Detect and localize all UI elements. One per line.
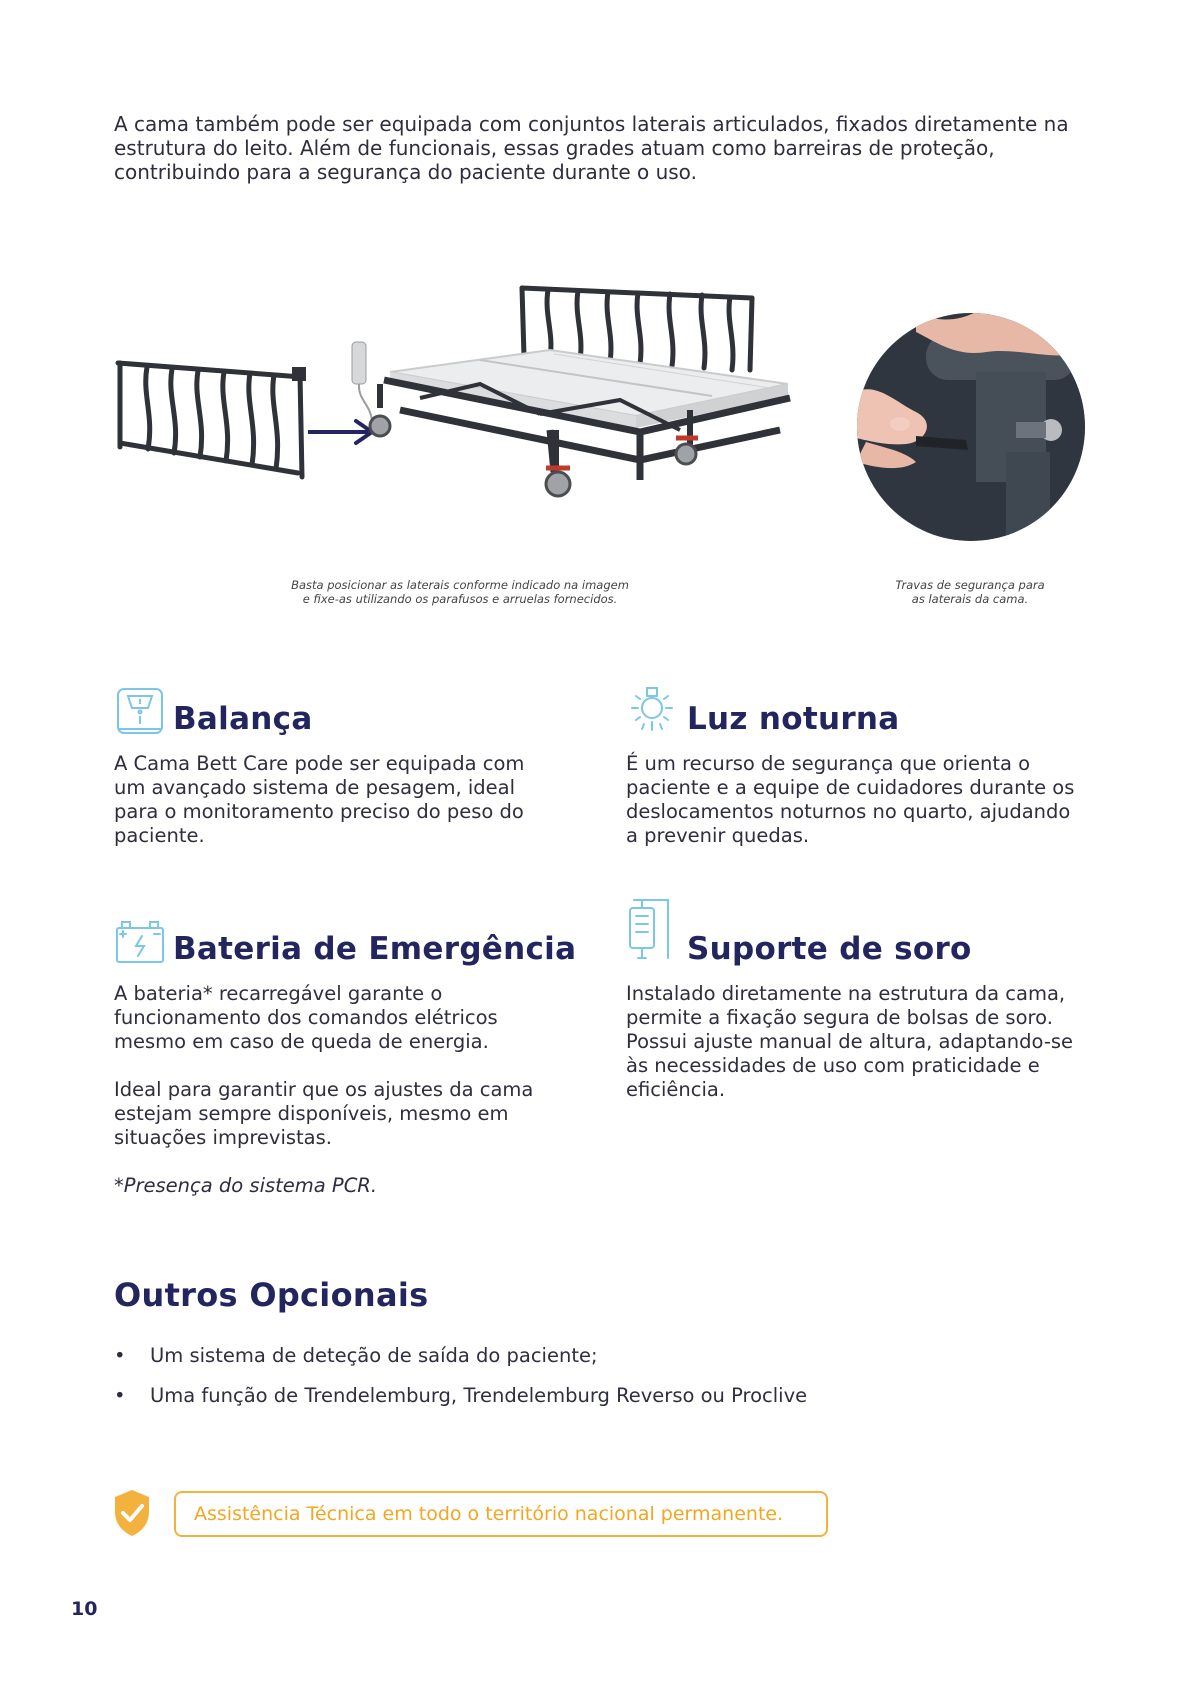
luz-title: Luz noturna xyxy=(687,701,900,737)
luz-text: É um recurso de segurança que orienta o paciente e a equipe de cuidadores durante os deslocamentos noturnos no quarto, ajudando a prevenir quedas. xyxy=(626,752,1075,847)
list-item-text: Uma função de Trendelemburg, Trendelemburg Reverso ou Proclive xyxy=(150,1384,808,1407)
assistance-box: Assistência Técnica em todo o território nacional permanente. xyxy=(174,1491,828,1537)
intro-paragraph: A cama também pode ser equipada com conjuntos laterais articulados, fixados diretamente na estrutura do leito. Além de funcionais, essas grades atuam como barreiras de proteção, contribuindo para a segurança do paciente durante o uso. xyxy=(114,112,1069,184)
scale-icon xyxy=(114,686,166,738)
caption-line: Travas de segurança para xyxy=(895,578,1045,592)
shield-check-icon xyxy=(112,1488,152,1538)
iv-stand-icon xyxy=(626,896,678,966)
balanca-title: Balança xyxy=(173,701,313,737)
hospital-bed-image xyxy=(340,280,810,545)
soro-text: Instalado diretamente na estrutura da cama, permite a fixação segura de bolsas de soro. Possui ajuste manual de altura, adaptando-se às necessidades de uso com praticidade e eficiência. xyxy=(626,982,1074,1101)
safety-lock-photo xyxy=(856,312,1086,542)
bateria-title: Bateria de Emergência xyxy=(173,931,577,967)
list-item xyxy=(114,1384,807,1424)
page-number: 10 xyxy=(71,1598,98,1620)
battery-icon xyxy=(114,918,166,970)
caption-line: Basta posicionar as laterais conforme indicado na imagem xyxy=(291,578,629,592)
balanca-text: A Cama Bett Care pode ser equipada com um avançado sistema de pesagem, ideal para o monitoramento preciso do peso do paciente. xyxy=(114,752,525,847)
bateria-text-2: Ideal para garantir que os ajustes da cama estejam sempre disponíveis, mesmo em situações imprevistas. xyxy=(114,1078,534,1149)
caption-side-rail xyxy=(250,578,670,606)
lightbulb-icon xyxy=(626,684,678,736)
list-item xyxy=(114,1344,807,1384)
caption-line: as laterais da cama. xyxy=(911,592,1029,606)
outros-list xyxy=(114,1344,807,1424)
caption-safety-lock xyxy=(870,578,1070,606)
bullet: • xyxy=(114,1344,126,1367)
side-rail-image xyxy=(112,355,312,490)
bateria-text: A bateria* recarregável garante o funcionamento dos comandos elétricos mesmo em caso de queda de energia. xyxy=(114,982,498,1053)
list-item-text: Um sistema de deteção de saída do paciente; xyxy=(150,1344,598,1367)
outros-title: Outros Opcionais xyxy=(114,1276,429,1314)
soro-title: Suporte de soro xyxy=(687,931,972,967)
bullet: • xyxy=(114,1384,126,1407)
caption-line: e fixe-as utilizando os parafusos e arruelas fornecidos. xyxy=(302,592,618,606)
bateria-note: *Presença do sistema PCR. xyxy=(114,1174,378,1197)
